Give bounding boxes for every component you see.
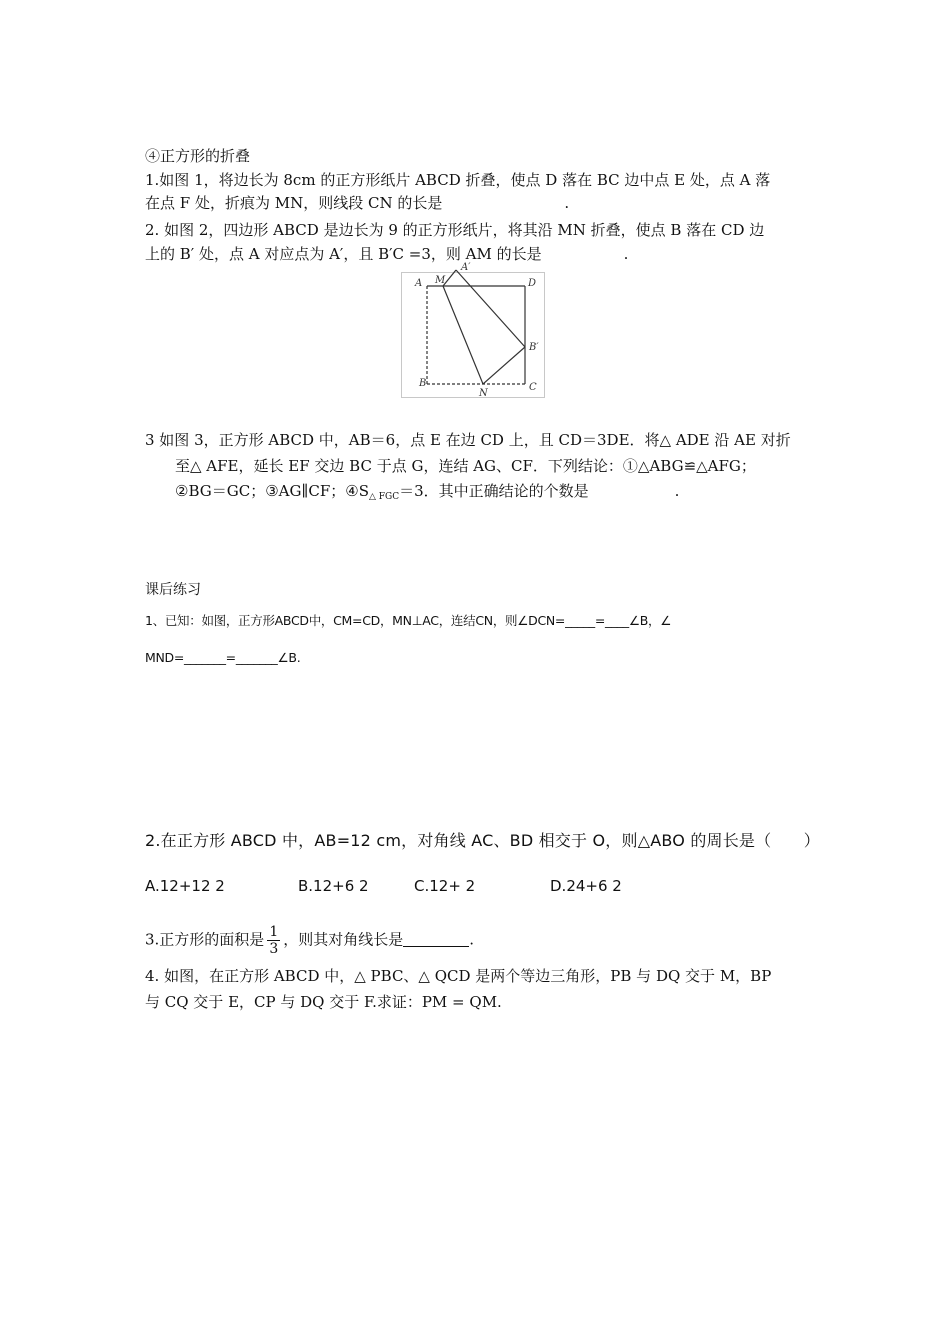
label-b-prime: B′ bbox=[529, 342, 539, 353]
homework-p1-line1: 1、已知：如图，正方形ABCD中，CM=CD，MN⊥AC，连结CN，则∠DCN=_____=____∠B，∠ bbox=[145, 613, 672, 628]
q3-line2: 至△ AFE，延长 EF 交边 BC 于点 G，连结 AG、CF．下列结论：①△ABG≌△AFG； bbox=[175, 457, 756, 475]
p3-end: . bbox=[469, 930, 475, 949]
homework-p1-line2: MND=_______=_______∠B. bbox=[145, 650, 301, 665]
q3-subscript: △ FGC bbox=[369, 492, 400, 502]
q1-text: 在点 F 处，折痕为 MN，则线段 CN 的长是 bbox=[145, 194, 443, 212]
q1-line1: 1.如图 1，将边长为 8cm 的正方形纸片 ABCD 折叠，使点 D 落在 BC 边中点 E 处，点 A 落 bbox=[145, 171, 771, 189]
fraction-one-third bbox=[267, 924, 280, 957]
homework-p4-line2: 与 CQ 交于 E，CP 与 DQ 交于 F.求证：PM = QM. bbox=[145, 993, 502, 1011]
homework-p4-line1: 4. 如图，在正方形 ABCD 中，△ PBC、△ QCD 是两个等边三角形，PB 与 DQ 交于 M，BP bbox=[145, 967, 772, 985]
section-title: ④正方形的折叠 bbox=[145, 147, 251, 165]
q1-line2 bbox=[145, 193, 569, 213]
q1-end: . bbox=[564, 194, 570, 212]
p2-option-a: A.12+12 2 bbox=[145, 877, 225, 895]
q2-line1: 2. 如图 2，四边形 ABCD 是边长为 9 的正方形纸片，将其沿 MN 折叠，使点 B 落在 CD 边 bbox=[145, 221, 765, 239]
label-a: A bbox=[415, 278, 423, 289]
label-a-prime: A′ bbox=[461, 262, 471, 273]
q2-end: . bbox=[623, 245, 629, 263]
p3-post: ，则其对角线长是 bbox=[283, 930, 404, 949]
fold-line-mn bbox=[443, 286, 483, 384]
homework-p3 bbox=[145, 924, 474, 957]
homework-p2-question: 2.在正方形 ABCD 中，AB=12 cm，对角线 AC、BD 相交于 O，则△ABO 的周长是（ ） bbox=[145, 831, 820, 850]
fraction-denominator: 3 bbox=[269, 941, 279, 957]
square-fold-figure bbox=[401, 262, 545, 399]
label-m: M bbox=[435, 275, 446, 286]
q2-line2 bbox=[145, 244, 628, 264]
label-b: B bbox=[419, 378, 427, 389]
p2-option-d: D.24+6 2 bbox=[550, 877, 622, 895]
label-d: D bbox=[528, 278, 537, 289]
q3-line1: 3 如图 3，正方形 ABCD 中，AB＝6，点 E 在边 CD 上，且 CD＝3DE．将△ ADE 沿 AE 对折 bbox=[145, 431, 791, 449]
label-n: N bbox=[479, 388, 488, 399]
p3-answer-blank bbox=[403, 932, 469, 947]
p3-pre: 3.正方形的面积是 bbox=[145, 930, 265, 949]
p2-option-b: B.12+6 2 bbox=[298, 877, 369, 895]
homework-title: 课后练习 bbox=[145, 582, 201, 598]
fraction-numerator: 1 bbox=[269, 924, 279, 940]
q3-text-b: ＝3．其中正确结论的个数是 bbox=[399, 482, 589, 500]
label-c: C bbox=[529, 382, 537, 393]
q2-text: 上的 B′ 处，点 A 对应点为 A′，且 B′C =3，则 AM 的长是 bbox=[145, 245, 542, 263]
q3-end: . bbox=[674, 482, 680, 500]
q3-line3 bbox=[175, 481, 679, 507]
p2-option-c: C.12+ 2 bbox=[414, 877, 476, 895]
edge-nb-prime bbox=[483, 347, 525, 384]
q3-text-a: ②BG＝GC；③AG∥CF；④S bbox=[175, 482, 369, 500]
edge-a-prime-b-prime bbox=[456, 270, 525, 347]
